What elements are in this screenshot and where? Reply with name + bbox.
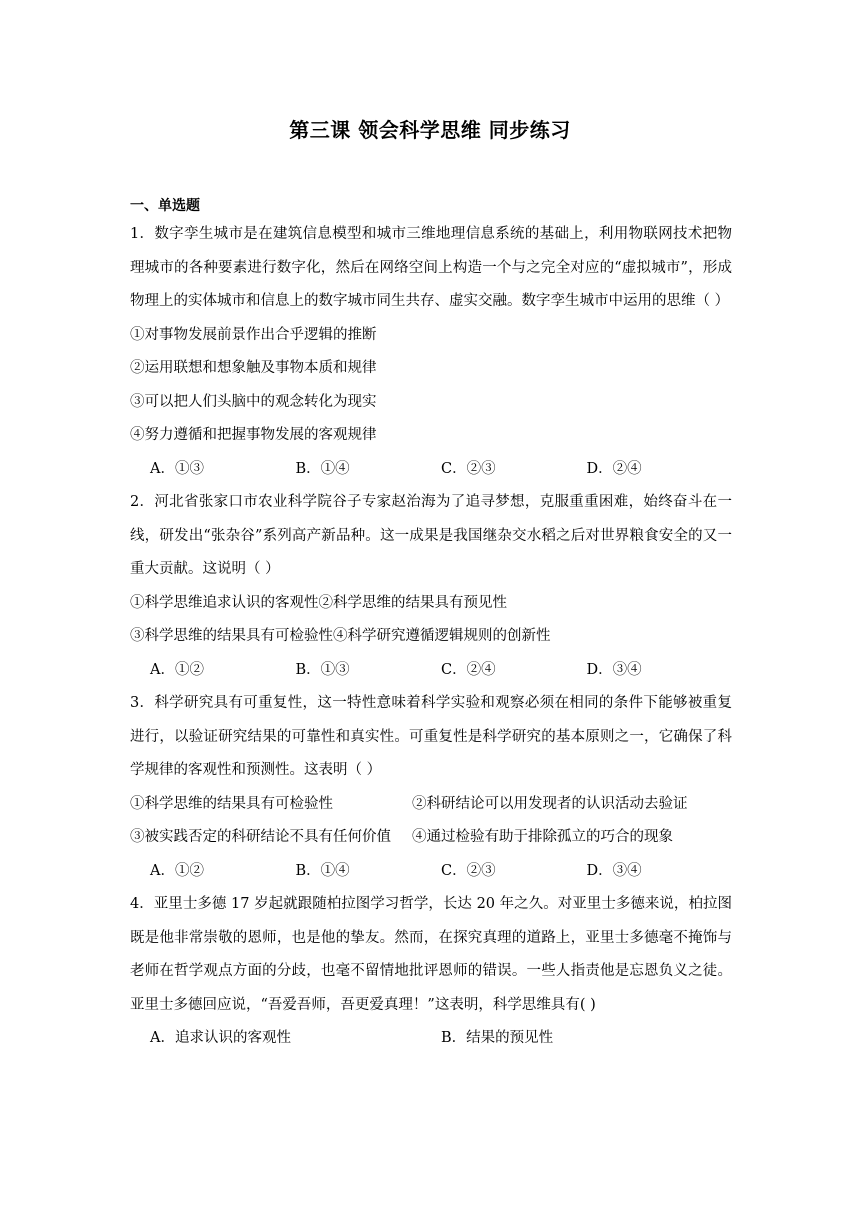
question-4-text: 4．亚里士多德 17 岁起就跟随柏拉图学习哲学，长达 20 年之久。对亚里士多德来说，柏拉图既是他非常崇敬的恩师，也是他的挚友。然而，在探究真理的道路上，亚里士多德毫不掩饰与老师在哲学观点方面的分歧，也毫不留情地批评恩师的错误。一些人指责他是忘恩负义之徒。亚里士多德回应说，“吾爱吾师，吾更爱真理！”这表明，科学思维具有( ) xyxy=(130,896,732,1013)
question-3-statement-row-1 xyxy=(130,788,732,822)
question-3-option-c: C．②③ xyxy=(441,862,496,879)
question-4 xyxy=(130,888,732,1056)
question-3-options xyxy=(130,855,732,889)
question-2-statement-1: ①科学思维追求认识的客观性②科学思维的结果具有预见性 xyxy=(130,594,507,611)
question-1 xyxy=(130,218,732,486)
question-1-text: 1．数字孪生城市是在建筑信息模型和城市三维地理信息系统的基础上，利用物联网技术把物理城市的各种要素进行数字化，然后在网络空间上构造一个与之完全对应的“虚拟城市”，形成物理上的实体城市和信息上的数字城市同生共存、虚实交融。数字孪生城市中运用的思维（ ） xyxy=(130,226,732,309)
question-1-options xyxy=(130,453,732,487)
question-2-option-d: D．③④ xyxy=(586,661,642,678)
question-3-text: 3．科学研究具有可重复性，这一特性意味着科学实验和观察必须在相同的条件下能够被重复进行，以验证研究结果的可靠性和真实性。可重复性是科学研究的基本原则之一，它确保了科学规律的客观性和预测性。这表明（ ） xyxy=(130,695,732,778)
question-2-option-a: A．①② xyxy=(150,661,204,678)
question-2-option-c: C．②④ xyxy=(441,661,496,678)
question-2-options xyxy=(130,654,732,688)
question-3-statement-3: ③被实践否定的科研结论不具有任何价值 xyxy=(130,829,391,845)
question-3-option-d: D．③④ xyxy=(586,862,642,879)
question-3-statement-row-2 xyxy=(130,821,732,855)
question-4-option-a: A．追求认识的客观性 xyxy=(150,1030,291,1046)
section-heading: 一、单选题 xyxy=(130,198,200,214)
question-list xyxy=(130,218,732,1056)
question-1-statement-4: ④努力遵循和把握事物发展的客观规律 xyxy=(130,427,377,443)
question-2 xyxy=(130,486,732,687)
question-3-statement-1: ①科学思维的结果具有可检验性 xyxy=(130,795,333,812)
question-2-text: 2．河北省张家口市农业科学院谷子专家赵治海为了追寻梦想，克服重重困难，始终奋斗在一线，研发出“张杂谷”系列高产新品种。这一成果是我国继杂交水稻之后对世界粮食安全的又一重大贡献。这说明（ ） xyxy=(130,494,732,577)
question-3-statement-2: ②科研结论可以用发现者的认识活动去验证 xyxy=(412,795,688,812)
question-1-option-b: B．①④ xyxy=(295,460,350,477)
page-title: 第三课 领会科学思维 同步练习 xyxy=(289,118,571,142)
question-3-option-a: A．①② xyxy=(150,862,204,879)
question-4-options xyxy=(130,1022,732,1056)
question-1-statement-1: ①对事物发展前景作出合乎逻辑的推断 xyxy=(130,326,377,343)
question-3 xyxy=(130,687,732,888)
question-1-statement-3: ③可以把人们头脑中的观念转化为现实 xyxy=(130,393,377,410)
question-2-option-b: B．①③ xyxy=(295,661,350,678)
question-3-option-b: B．①④ xyxy=(295,862,350,879)
question-2-statement-2: ③科学思维的结果具有可检验性④科学研究遵循逻辑规则的创新性 xyxy=(130,628,551,644)
question-3-statement-4: ④通过检验有助于排除孤立的巧合的现象 xyxy=(412,829,673,845)
question-1-option-d: D．②④ xyxy=(586,460,642,477)
question-1-statement-2: ②运用联想和想象触及事物本质和规律 xyxy=(130,360,377,376)
question-4-option-b: B．结果的预见性 xyxy=(441,1030,554,1046)
question-1-option-a: A．①③ xyxy=(150,460,204,477)
question-1-option-c: C．②③ xyxy=(441,460,496,477)
